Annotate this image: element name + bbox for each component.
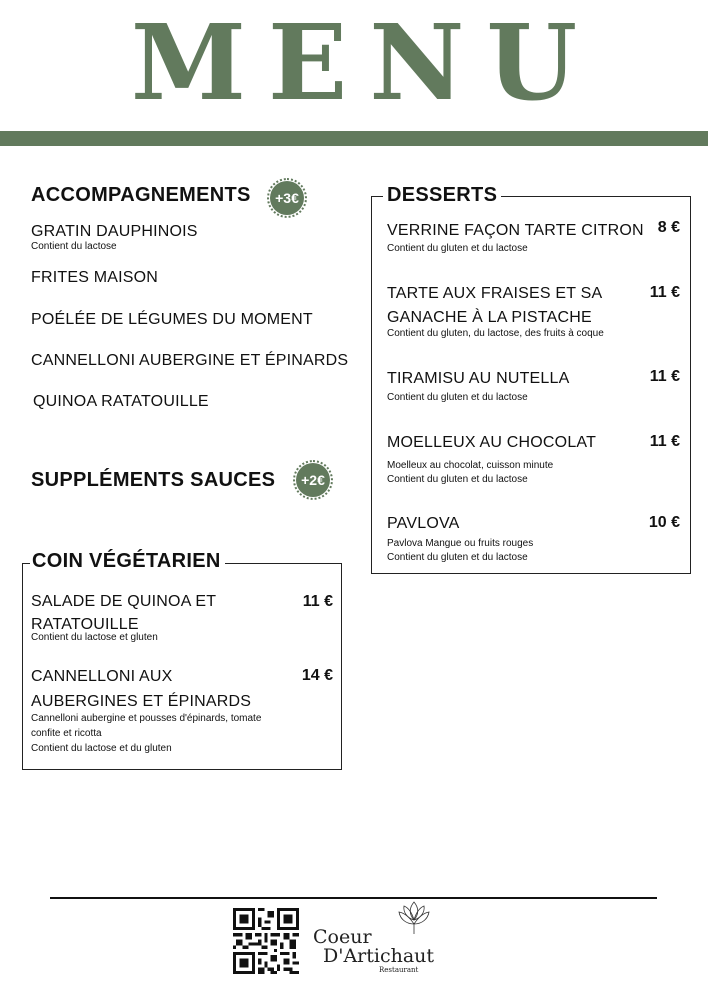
- supplements-price-badge: +2€: [296, 463, 330, 497]
- dessert-item-pavlova-note: Pavlova Mangue ou fruits rouges Contient du gluten et du lactose: [387, 538, 534, 563]
- dessert-item-moelleux-price: 11 €: [649, 433, 680, 450]
- dessert-item-tiramisu-note: Contient du gluten et du lactose: [387, 392, 528, 403]
- side-item-poelee: POÉLÉE DE LÉGUMES DU MOMENT: [31, 311, 313, 328]
- side-item-quinoa: QUINOA RATATOUILLE: [33, 393, 209, 410]
- dessert-item-verrine: VERRINE FAÇON TARTE CITRON: [387, 222, 644, 239]
- vegetarian-item-salade: SALADE DE QUINOA ET RATATOUILLE: [31, 593, 217, 633]
- accompagnements-price-badge: +3€: [270, 181, 304, 215]
- dessert-item-moelleux: MOELLEUX AU CHOCOLAT: [387, 434, 597, 451]
- vegetarian-item-cannelloni-note: Cannelloni aubergine et pousses d'épinards, tomate confite et ricotta Contient du lactose et du gluten: [31, 713, 262, 754]
- header-divider-band: [0, 131, 708, 146]
- accompagnements-title: ACCOMPAGNEMENTS: [31, 184, 251, 206]
- vegetarian-item-cannelloni-price: 14 €: [301, 667, 333, 684]
- desserts-title: DESSERTS: [383, 184, 501, 207]
- logo-line1: Coeur: [313, 926, 372, 948]
- vegetarian-item-cannelloni: CANNELLONI AUX AUBERGINES ET ÉPINARDS: [31, 668, 252, 710]
- logo-line2: D'Artichaut: [323, 945, 435, 967]
- page-title: MENU: [130, 1, 600, 124]
- vegetarian-title: COIN VÉGÉTARIEN: [30, 550, 225, 573]
- dessert-item-tiramisu: TIRAMISU AU NUTELLA: [387, 370, 570, 387]
- side-item-gratin-note: Contient du lactose: [31, 241, 117, 252]
- restaurant-logo: [313, 928, 434, 974]
- dessert-item-verrine-price: 8 €: [657, 219, 680, 236]
- dessert-item-tarte-fraises-price: 11 €: [649, 284, 680, 301]
- logo-line3: Restaurant: [379, 966, 419, 974]
- vegetarian-item-salade-note: Contient du lactose et gluten: [31, 632, 158, 643]
- qr-code-icon[interactable]: [233, 908, 299, 974]
- dessert-item-tiramisu-price: 11 €: [649, 368, 680, 385]
- dessert-item-verrine-note: Contient du gluten et du lactose: [387, 243, 528, 254]
- side-item-frites: FRITES MAISON: [31, 269, 159, 286]
- dessert-item-moelleux-note: Moelleux au chocolat, cuisson minute Contient du gluten et du lactose: [387, 460, 554, 485]
- dessert-item-pavlova-price: 10 €: [648, 514, 680, 531]
- vegetarian-item-salade-price: 11 €: [302, 593, 333, 610]
- dessert-item-pavlova: PAVLOVA: [387, 515, 460, 532]
- supplements-title: SUPPLÉMENTS SAUCES: [31, 469, 276, 491]
- dessert-item-tarte-fraises: TARTE AUX FRAISES ET SA GANACHE À LA PISTACHE: [387, 285, 603, 326]
- dessert-item-tarte-fraises-note: Contient du gluten, du lactose, des fruits à coque: [387, 328, 604, 339]
- footer-divider: [50, 897, 657, 899]
- side-item-cannelloni: CANNELLONI AUBERGINE ET ÉPINARDS: [31, 352, 349, 369]
- side-item-gratin: GRATIN DAUPHINOIS: [31, 223, 198, 240]
